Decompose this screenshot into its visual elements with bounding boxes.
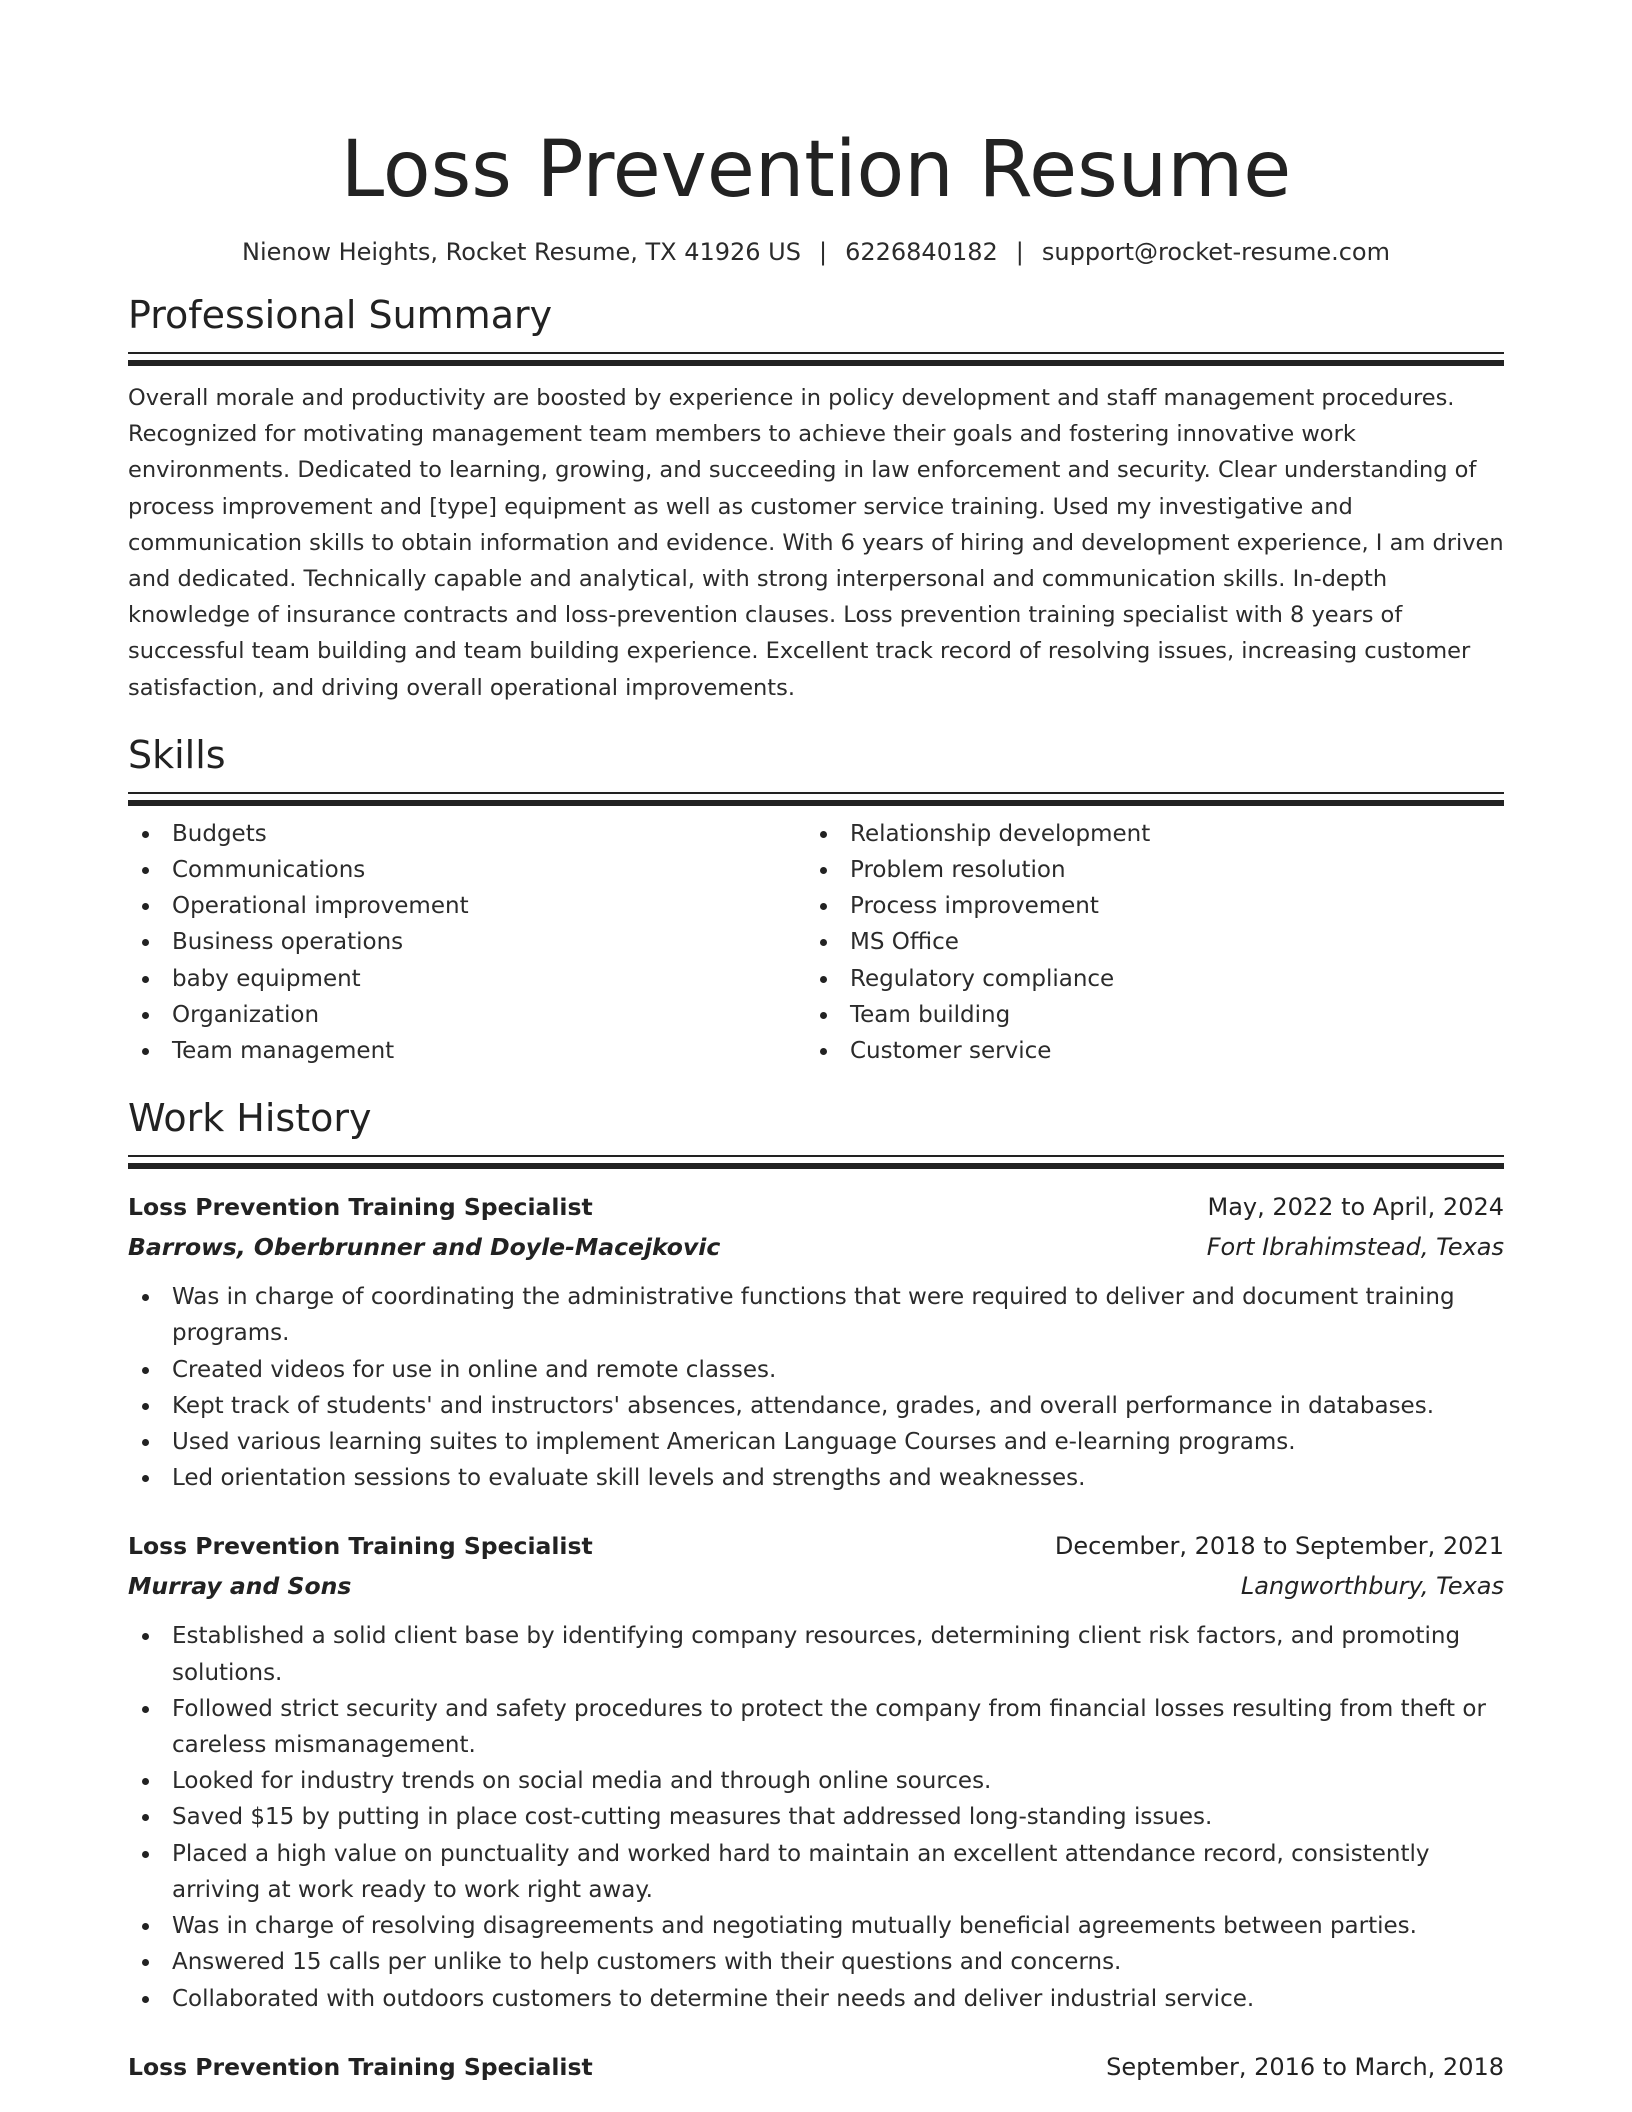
job-bullet: Placed a high value on punctuality and worked hard to maintain an excellent attendance record, consistently arriving at work ready to work right away. xyxy=(128,1836,1504,1908)
job-dates: September, 2016 to March, 2018 xyxy=(1106,2052,1504,2081)
job-location: Langworthbury, Texas xyxy=(1240,1572,1504,1601)
contact-address: Nienow Heights, Rocket Resume, TX 41926 US xyxy=(242,238,801,266)
professional-summary-section xyxy=(128,292,1504,706)
skill-item: Communications xyxy=(128,852,806,888)
skill-item: MS Office xyxy=(806,924,1484,960)
skill-item: Customer service xyxy=(806,1033,1484,1069)
job-bullet: Used various learning suites to implement American Language Courses and e-learning programs. xyxy=(128,1424,1504,1460)
skill-item: Regulatory compliance xyxy=(806,961,1484,997)
job-bullet: Saved $15 by putting in place cost-cutting measures that addressed long-standing issues. xyxy=(128,1799,1504,1835)
skill-item: Process improvement xyxy=(806,888,1484,924)
job-dates: May, 2022 to April, 2024 xyxy=(1207,1193,1504,1222)
job-company: Murray and Sons xyxy=(128,1572,352,1601)
job-bullet: Established a solid client base by identifying company resources, determining client risk factors, and promoting solutions. xyxy=(128,1618,1504,1690)
skill-item: Organization xyxy=(128,997,806,1033)
skill-item: Business operations xyxy=(128,924,806,960)
job-company-row xyxy=(128,1227,1504,1267)
section-heading-skills: Skills xyxy=(128,732,226,777)
job-bullet: Was in charge of resolving disagreements and negotiating mutually beneficial agreements between parties. xyxy=(128,1908,1504,1944)
job-bullet: Was in charge of coordinating the administrative functions that were required to deliver and document training programs. xyxy=(128,1279,1504,1351)
job-dates: December, 2018 to September, 2021 xyxy=(1054,1532,1504,1561)
skills-section xyxy=(128,732,1504,1069)
resume-title: Loss Prevention Resume xyxy=(340,125,1292,215)
job-header-row xyxy=(128,1526,1504,1566)
section-divider-thick xyxy=(128,1163,1504,1169)
job-title: Loss Prevention Training Specialist xyxy=(128,2052,593,2081)
section-divider xyxy=(128,792,1504,794)
work-history-section xyxy=(128,1095,1504,2086)
section-divider xyxy=(128,352,1504,354)
job-header-row xyxy=(128,2047,1504,2087)
contact-separator: | xyxy=(818,238,828,266)
job-entry xyxy=(128,2047,1504,2087)
job-bullet: Led orientation sessions to evaluate skill levels and strengths and weaknesses. xyxy=(128,1460,1504,1496)
skills-list-left xyxy=(128,816,806,1069)
job-company: Barrows, Oberbrunner and Doyle-Macejkovic xyxy=(128,1233,721,1262)
skills-list-right xyxy=(806,816,1484,1069)
job-header-row xyxy=(128,1187,1504,1227)
section-divider xyxy=(128,1155,1504,1157)
skill-item: Operational improvement xyxy=(128,888,806,924)
job-bullets xyxy=(128,1279,1504,1496)
skill-item: Relationship development xyxy=(806,816,1484,852)
contact-email[interactable]: support@rocket-resume.com xyxy=(1041,238,1390,266)
skill-item: Problem resolution xyxy=(806,852,1484,888)
job-title: Loss Prevention Training Specialist xyxy=(128,1532,593,1561)
summary-text: Overall morale and productivity are boosted by experience in policy development and staff management procedures. Recognized for motivating management team members to achieve their goals and fostering innovative work environments. Dedicated to learning, growing, and succeeding in law enforcement and security. Clear understanding of process improvement and [type] equipment as well as customer service training. Used my investigative and communication skills to obtain information and evidence. With 6 years of hiring and development experience, I am driven and dedicated. Technically capable and analytical, with strong interpersonal and communication skills. In-depth knowledge of insurance contracts and loss-prevention clauses. Loss prevention training specialist with 8 years of successful team building and team building experience. Excellent track record of resolving issues, increasing customer satisfaction, and driving overall operational improvements. xyxy=(128,385,1504,701)
job-entry xyxy=(128,1187,1504,1496)
job-bullet: Collaborated with outdoors customers to determine their needs and deliver industrial service. xyxy=(128,1981,1504,2017)
job-company-row xyxy=(128,1566,1504,1606)
job-bullet: Followed strict security and safety procedures to protect the company from financial losses resulting from theft or careless mismanagement. xyxy=(128,1691,1504,1763)
contact-separator: | xyxy=(1015,238,1024,266)
skill-item: baby equipment xyxy=(128,961,806,997)
section-divider-thick xyxy=(128,800,1504,806)
job-bullet: Kept track of students' and instructors' absences, attendance, grades, and overall performance in databases. xyxy=(128,1388,1504,1424)
section-divider-thick xyxy=(128,360,1504,366)
job-bullet: Looked for industry trends on social media and through online sources. xyxy=(128,1763,1504,1799)
job-location: Fort Ibrahimstead, Texas xyxy=(1206,1233,1504,1262)
skill-item: Team building xyxy=(806,997,1484,1033)
job-bullets xyxy=(128,1618,1504,2016)
job-bullet: Created videos for use in online and remote classes. xyxy=(128,1352,1504,1388)
skills-columns xyxy=(128,816,1504,1069)
section-heading-summary: Professional Summary xyxy=(128,293,553,337)
contact-phone: 6226840182 xyxy=(845,238,998,266)
skill-item: Budgets xyxy=(128,816,806,852)
resume-page xyxy=(128,0,1504,2087)
job-bullet: Answered 15 calls per unlike to help customers with their questions and concerns. xyxy=(128,1944,1504,1980)
job-entry xyxy=(128,1526,1504,2016)
job-title: Loss Prevention Training Specialist xyxy=(128,1193,593,1222)
contact-line xyxy=(128,236,1504,268)
section-heading-work: Work History xyxy=(128,1096,372,1141)
skill-item: Team management xyxy=(128,1033,806,1069)
